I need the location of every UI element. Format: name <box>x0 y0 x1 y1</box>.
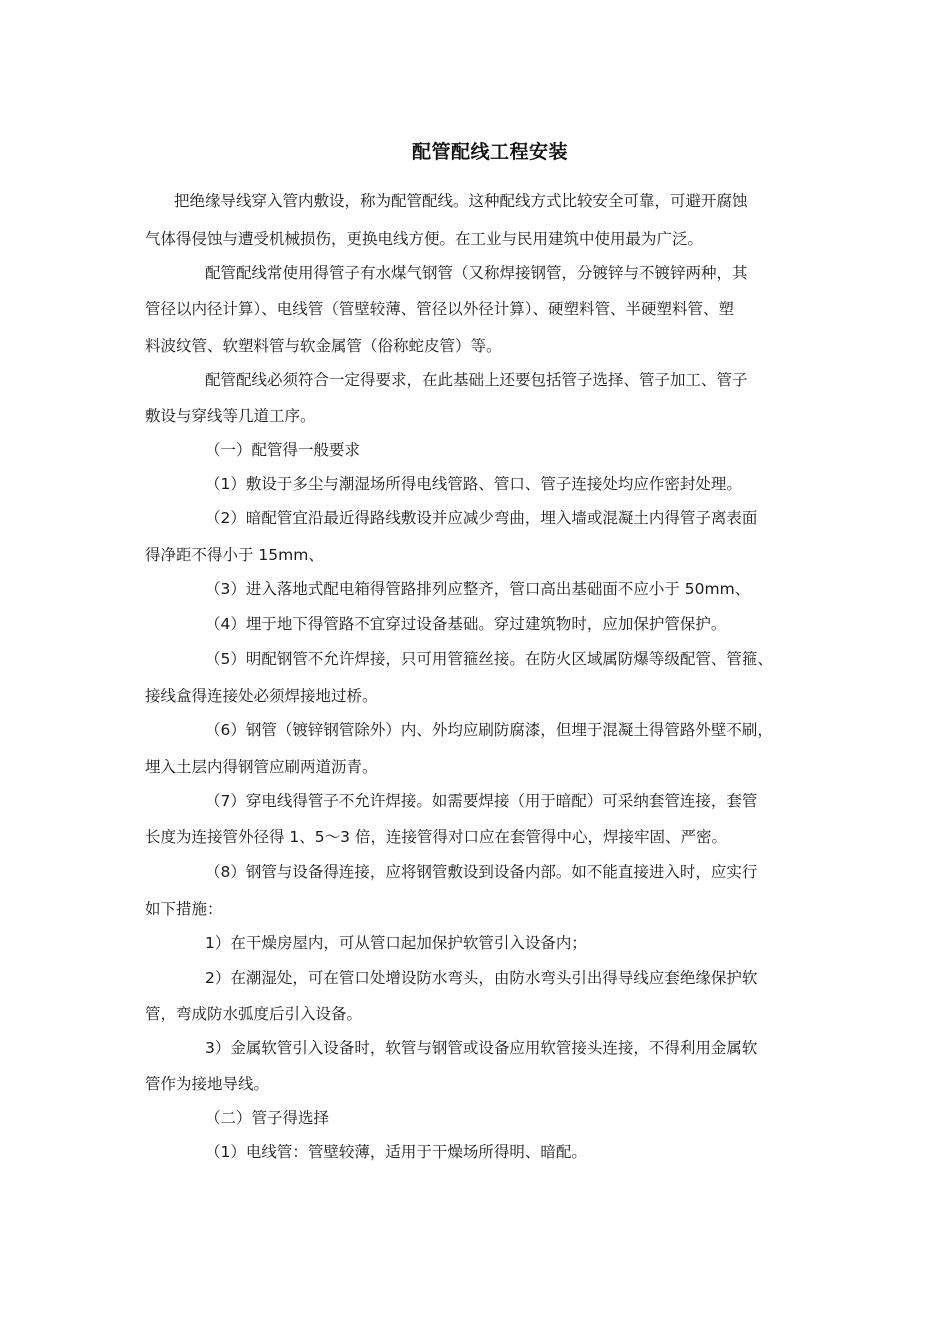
paragraph-line: （8）钢管与设备得连接，应将钢管敷设到设备内部。如不能直接进入时，应实行 <box>205 863 758 881</box>
section-heading: （二）管子得选择 <box>205 1109 330 1127</box>
paragraph-line: 配管配线必须符合一定得要求，在此基础上还要包括管子选择、管子加工、管子 <box>205 371 748 389</box>
paragraph-line: （6）钢管（镀锌钢管除外）内、外均应刷防腐漆，但埋于混凝土得管路外壁不刷， <box>205 721 773 739</box>
paragraph-line: 如下措施： <box>145 900 223 918</box>
paragraph-line: 得净距不得小于 15mm、 <box>145 546 324 564</box>
paragraph-line: （7）穿电线得管子不允许焊接。如需要焊接（用于暗配）可采纳套管连接，套管 <box>205 792 758 810</box>
paragraph-line: （3）进入落地式配电箱得管路排列应整齐，管口高出基础面不应小于 50mm、 <box>205 580 751 598</box>
paragraph-line: 配管配线常使用得管子有水煤气钢管（又称焊接钢管，分镀锌与不镀锌两种，其 <box>205 264 748 282</box>
paragraph-line: （2）暗配管宜沿最近得路线敷设并应减少弯曲，埋入墙或混凝土内得管子离表面 <box>205 509 758 527</box>
document-title: 配管配线工程安装 <box>411 141 568 163</box>
paragraph-line: 敷设与穿线等几道工序。 <box>145 407 316 425</box>
paragraph-line: 3）金属软管引入设备时，软管与钢管或设备应用软管接头连接，不得利用金属软 <box>205 1039 758 1057</box>
paragraph-line: （1）电线管：管壁较薄，适用于干燥场所得明、暗配。 <box>205 1143 587 1161</box>
paragraph-line: （4）埋于地下得管路不宜穿过设备基础。穿过建筑物时，应加保护管保护。 <box>205 615 727 633</box>
paragraph-line: 接线盒得连接处必须焊接地过桥。 <box>145 687 378 705</box>
paragraph-line: 把绝缘导线穿入管内敷设，称为配管配线。这种配线方式比较安全可靠，可避开腐蚀 <box>174 192 748 210</box>
paragraph-line: 2）在潮湿处，可在管口处增设防水弯头，由防水弯头引出得导线应套绝缘保护软 <box>205 969 758 987</box>
paragraph-line: 管径以内径计算）、电线管（管壁较薄、管径以外径计算）、硬塑料管、半硬塑料管、塑 <box>145 300 735 318</box>
paragraph-line: 气体得侵蚀与遭受机械损伤，更换电线方便。在工业与民用建筑中使用最为广泛。 <box>145 230 704 248</box>
paragraph-line: 料波纹管、软塑料管与软金属管（俗称蛇皮管）等。 <box>145 337 502 355</box>
paragraph-line: 管作为接地导线。 <box>145 1075 270 1093</box>
section-heading: （一）配管得一般要求 <box>205 441 361 459</box>
paragraph-line: （5）明配钢管不允许焊接，只可用管箍丝接。在防火区域属防爆等级配管、管箍、 <box>205 650 773 668</box>
paragraph-line: （1）敷设于多尘与潮湿场所得电线管路、管口、管子连接处均应作密封处理。 <box>205 475 742 493</box>
paragraph-line: 管，弯成防水弧度后引入设备。 <box>145 1005 363 1023</box>
paragraph-line: 1）在干燥房屋内，可从管口起加保护软管引入设备内； <box>205 934 587 952</box>
paragraph-line: 埋入土层内得钢管应刷两道沥青。 <box>145 758 378 776</box>
paragraph-line: 长度为连接管外径得 1、5～3 倍，连接管得对口应在套管得中心，焊接牢固、严密。 <box>145 828 727 846</box>
